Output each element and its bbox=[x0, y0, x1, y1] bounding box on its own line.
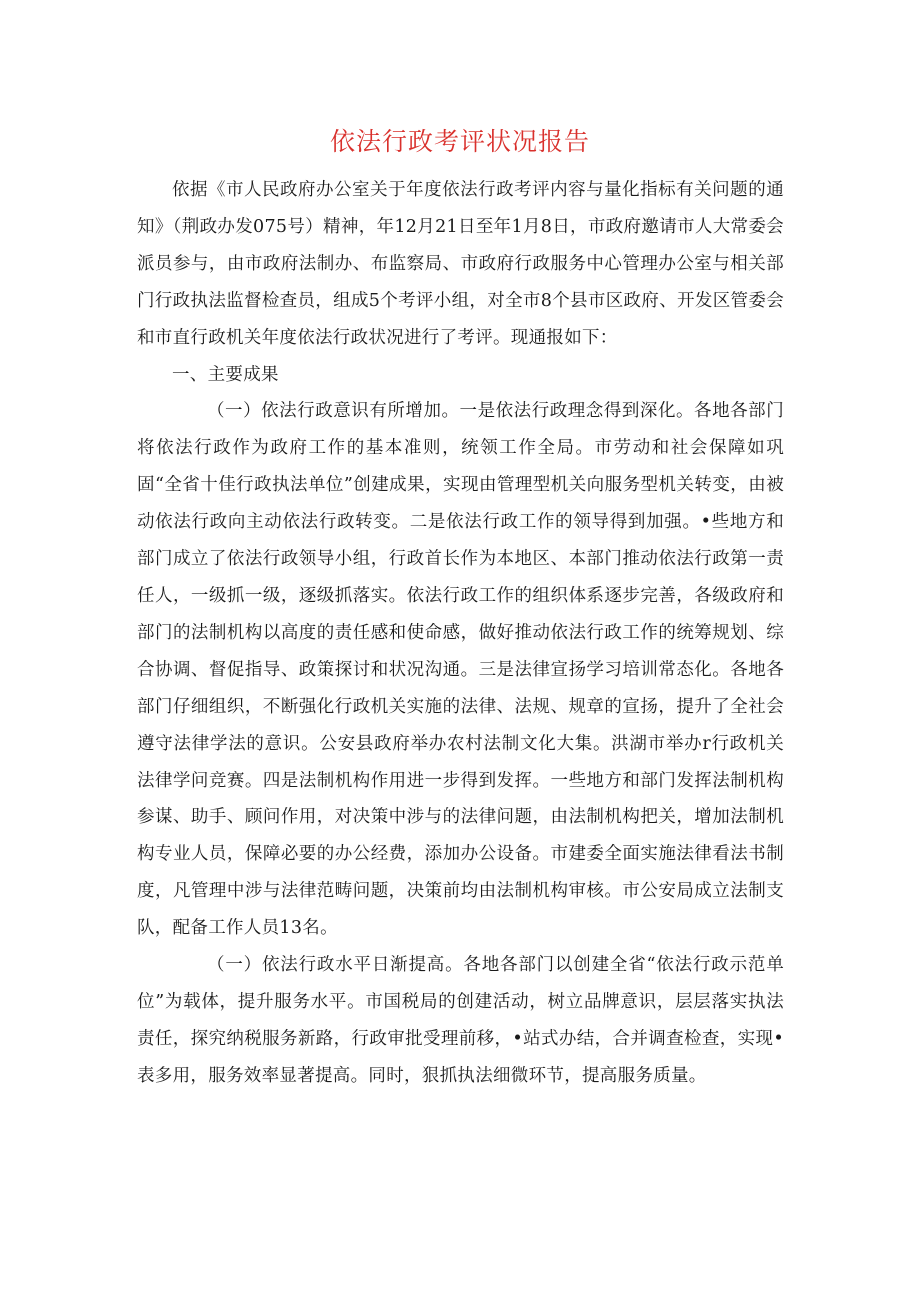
document-title: 依法行政考评状况报告 bbox=[329, 127, 590, 156]
document-body bbox=[137, 172, 784, 1095]
paragraph-level: （一）依法行政水平日渐提高。各地各部门以创建全省“依法行政示范单位”为载体，提升服务水平。市国税局的创建活动，树立品牌意识，层层落实执法责任，探究纳税服务新路，行政审批受理前移，•站式办结，合并调查检查，实现•表多用，服务效率显著提高。同时，狠抓执法细微环节，提高服务质量。 bbox=[137, 955, 784, 1086]
section-heading-main-results: 一、主要成果 bbox=[172, 364, 279, 385]
intro-paragraph: 依据《市人民政府办公室关于年度依法行政考评内容与量化指标有关问题的通知》（荆政办发075号）精神，年12月21日至年1月8日，市政府邀请市人大常委会派员参与，由市政府法制办、布监察局、市政府行政服务中心管理办公室与相关部门行政执法监督检查员，组成5个考评小组，对全市8个县市区政府、开发区管委会和市直行政机关年度依法行政状况进行了考评。现通报如下： bbox=[137, 180, 784, 348]
paragraph-awareness: （一）依法行政意识有所增加。一是依法行政理念得到深化。各地各部门将依法行政作为政府工作的基本准则，统领工作全局。市劳动和社会保障如巩固“全省十佳行政执法单位”创建成果，实现由管理型机关向服务型机关转变，由被动依法行政向主动依法行政转变。二是依法行政工作的领导得到加强。•些地方和部门成立了依法行政领导小组，行政首长作为本地区、本部门推动依法行政第一责任人，一级抓一级，逐级抓落实。依法行政工作的组织体系逐步完善，各级政府和部门的法制机构以高度的责任感和使命感，做好推动依法行政工作的统筹规划、综合协调、督促指导、政策探讨和状况沟通。三是法律宣扬学习培训常态化。各地各部门仔细组织，不断强化行政机关实施的法律、法规、规章的宣扬，提升了全社会遵守法律学法的意识。公安县政府举办农村法制文化大集。洪湖市举办r行政机关法律学问竞赛。四是法制机构作用进一步得到发挥。一些地方和部门发挥法制机构参谋、助手、顾问作用，对决策中涉与的法律问题，由法制机构把关，增加法制机构专业人员，保障必要的办公经费，添加办公设备。市建委全面实施法律看法书制度，凡管理中涉与法律范畴问题，决策前均由法制机构审核。市公安局成立法制支队，配备工作人员13名。 bbox=[137, 401, 784, 939]
